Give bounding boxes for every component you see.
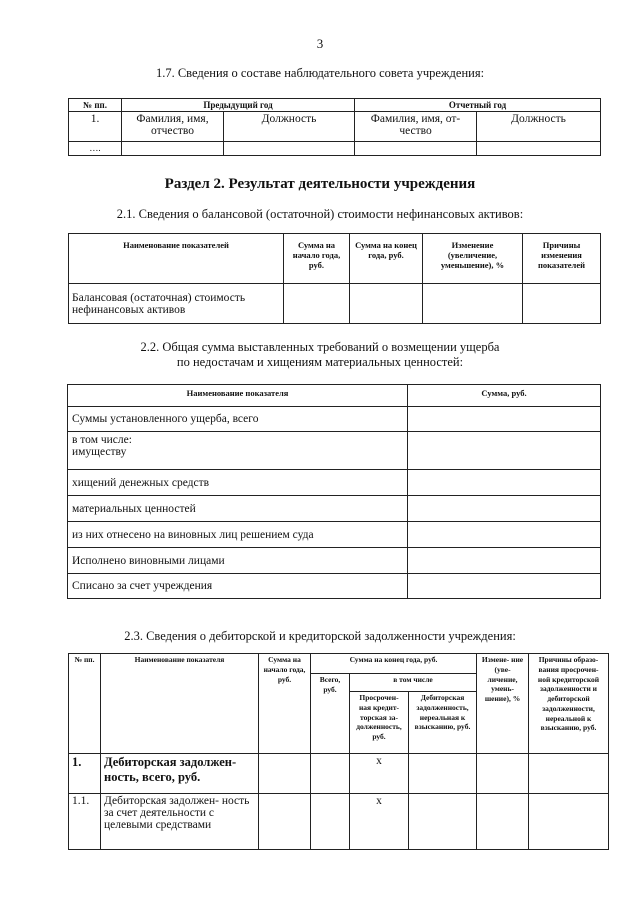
prev-position-header: Должность	[224, 112, 355, 142]
cell	[350, 284, 423, 324]
including-label: в том числе:	[72, 434, 132, 446]
cell	[477, 142, 601, 156]
cell	[224, 142, 355, 156]
col-including: в том числе	[350, 674, 477, 692]
row-material-values: материальных ценностей	[68, 496, 408, 522]
damage-claims-table	[67, 384, 601, 599]
col-unrecoverable-debtor: Дебиторская задолженность, нереальная к взысканию, руб.	[409, 692, 477, 754]
nonfinancial-assets-table	[68, 233, 601, 324]
row-balance-value: Балансовая (остаточная) стоимость нефинансовых активов	[69, 284, 284, 324]
col-change: Измене- ние (уве- личение, умень- шение), %	[477, 654, 529, 754]
row-total-damage: Суммы установленного ущерба, всего	[68, 407, 408, 432]
col-num: № пп.	[69, 99, 122, 112]
section-2-2-caption-line1: 2.2. Общая сумма выставленных требований о возмещении ущерба	[140, 340, 500, 354]
row-paid-by-guilty: Исполнено виновными лицами	[68, 548, 408, 574]
prev-name-header: Фамилия, имя, отчество	[122, 112, 224, 142]
page-number: 3	[316, 36, 324, 51]
cell	[311, 794, 350, 850]
col-num: № пп.	[69, 654, 101, 754]
cell	[122, 142, 224, 156]
section-2-1-caption: 2.1. Сведения о балансовой (остаточной) стоимости нефинансовых активов:	[116, 207, 524, 221]
col-prev-year: Предыдущий год	[122, 99, 355, 112]
col-change: Изменение (увеличение, уменьшение), %	[423, 234, 523, 284]
cell	[284, 284, 350, 324]
cell	[523, 284, 601, 324]
cell	[259, 794, 311, 850]
cell	[408, 470, 601, 496]
cell	[477, 794, 529, 850]
row-ellipsis: ….	[69, 142, 122, 156]
col-indicators: Наименование показателей	[69, 234, 284, 284]
col-reasons: Причины образо- вания просрочен- ной кредиторской задолженности и дебиторской задолженности, нереальной к взысканию, руб.	[529, 654, 609, 754]
cell	[423, 284, 523, 324]
cell	[529, 754, 609, 794]
col-end-sum: Сумма на конец года, руб.	[350, 234, 423, 284]
col-overdue-creditor: Просрочен- ная кредит- торская за- долженность, руб.	[350, 692, 409, 754]
cell	[409, 794, 477, 850]
row-num: 1.	[69, 754, 101, 794]
row-cash-theft: хищений денежных средств	[68, 470, 408, 496]
cell	[529, 794, 609, 850]
row-receivables-targeted: Дебиторская задолжен- ность за счет деятельности с целевыми средствами	[101, 794, 259, 850]
cell	[477, 754, 529, 794]
row-num: 1.1.	[69, 794, 101, 850]
col-report-year: Отчетный год	[355, 99, 601, 112]
row-receivables-total: Дебиторская задолжен- ность, всего, руб.	[101, 754, 259, 794]
cell	[408, 548, 601, 574]
section-2-2-caption-line2: по недостачам и хищениям материальных ценностей:	[176, 355, 464, 369]
row-court-assigned: из них отнесено на виновных лиц решением суда	[68, 522, 408, 548]
property-label: имуществу	[72, 446, 127, 458]
rep-name-header: Фамилия, имя, от- чество	[355, 112, 477, 142]
cell-mark: x	[350, 794, 409, 850]
rep-position-header: Должность	[477, 112, 601, 142]
col-reasons: Причины изменения показателей	[523, 234, 601, 284]
col-indicator: Наименование показателя	[68, 385, 408, 407]
cell-mark: x	[350, 754, 409, 794]
cell	[408, 407, 601, 432]
cell	[408, 432, 601, 470]
debts-table	[68, 653, 609, 850]
row-num: 1.	[69, 112, 122, 142]
row-written-off: Списано за счет учреждения	[68, 574, 408, 599]
col-total: Всего, руб.	[311, 674, 350, 754]
col-sum: Сумма, руб.	[408, 385, 601, 407]
row-including-property	[68, 432, 408, 470]
col-end-group: Сумма на конец года, руб.	[311, 654, 477, 674]
col-start-sum: Сумма на начало года, руб.	[259, 654, 311, 754]
cell	[408, 574, 601, 599]
section-1-7-caption: 1.7. Сведения о составе наблюдательного совета учреждения:	[155, 66, 485, 80]
section-2-3-caption: 2.3. Сведения о дебиторской и кредиторской задолженности учреждения:	[124, 629, 516, 643]
supervisory-board-table	[68, 98, 601, 156]
col-start-sum: Сумма на начало года, руб.	[284, 234, 350, 284]
section-2-title: Раздел 2. Результат деятельности учреждения	[164, 176, 476, 192]
cell	[409, 754, 477, 794]
cell	[355, 142, 477, 156]
cell	[408, 522, 601, 548]
col-indicator: Наименование показателя	[101, 654, 259, 754]
cell	[408, 496, 601, 522]
cell	[311, 754, 350, 794]
cell	[259, 754, 311, 794]
